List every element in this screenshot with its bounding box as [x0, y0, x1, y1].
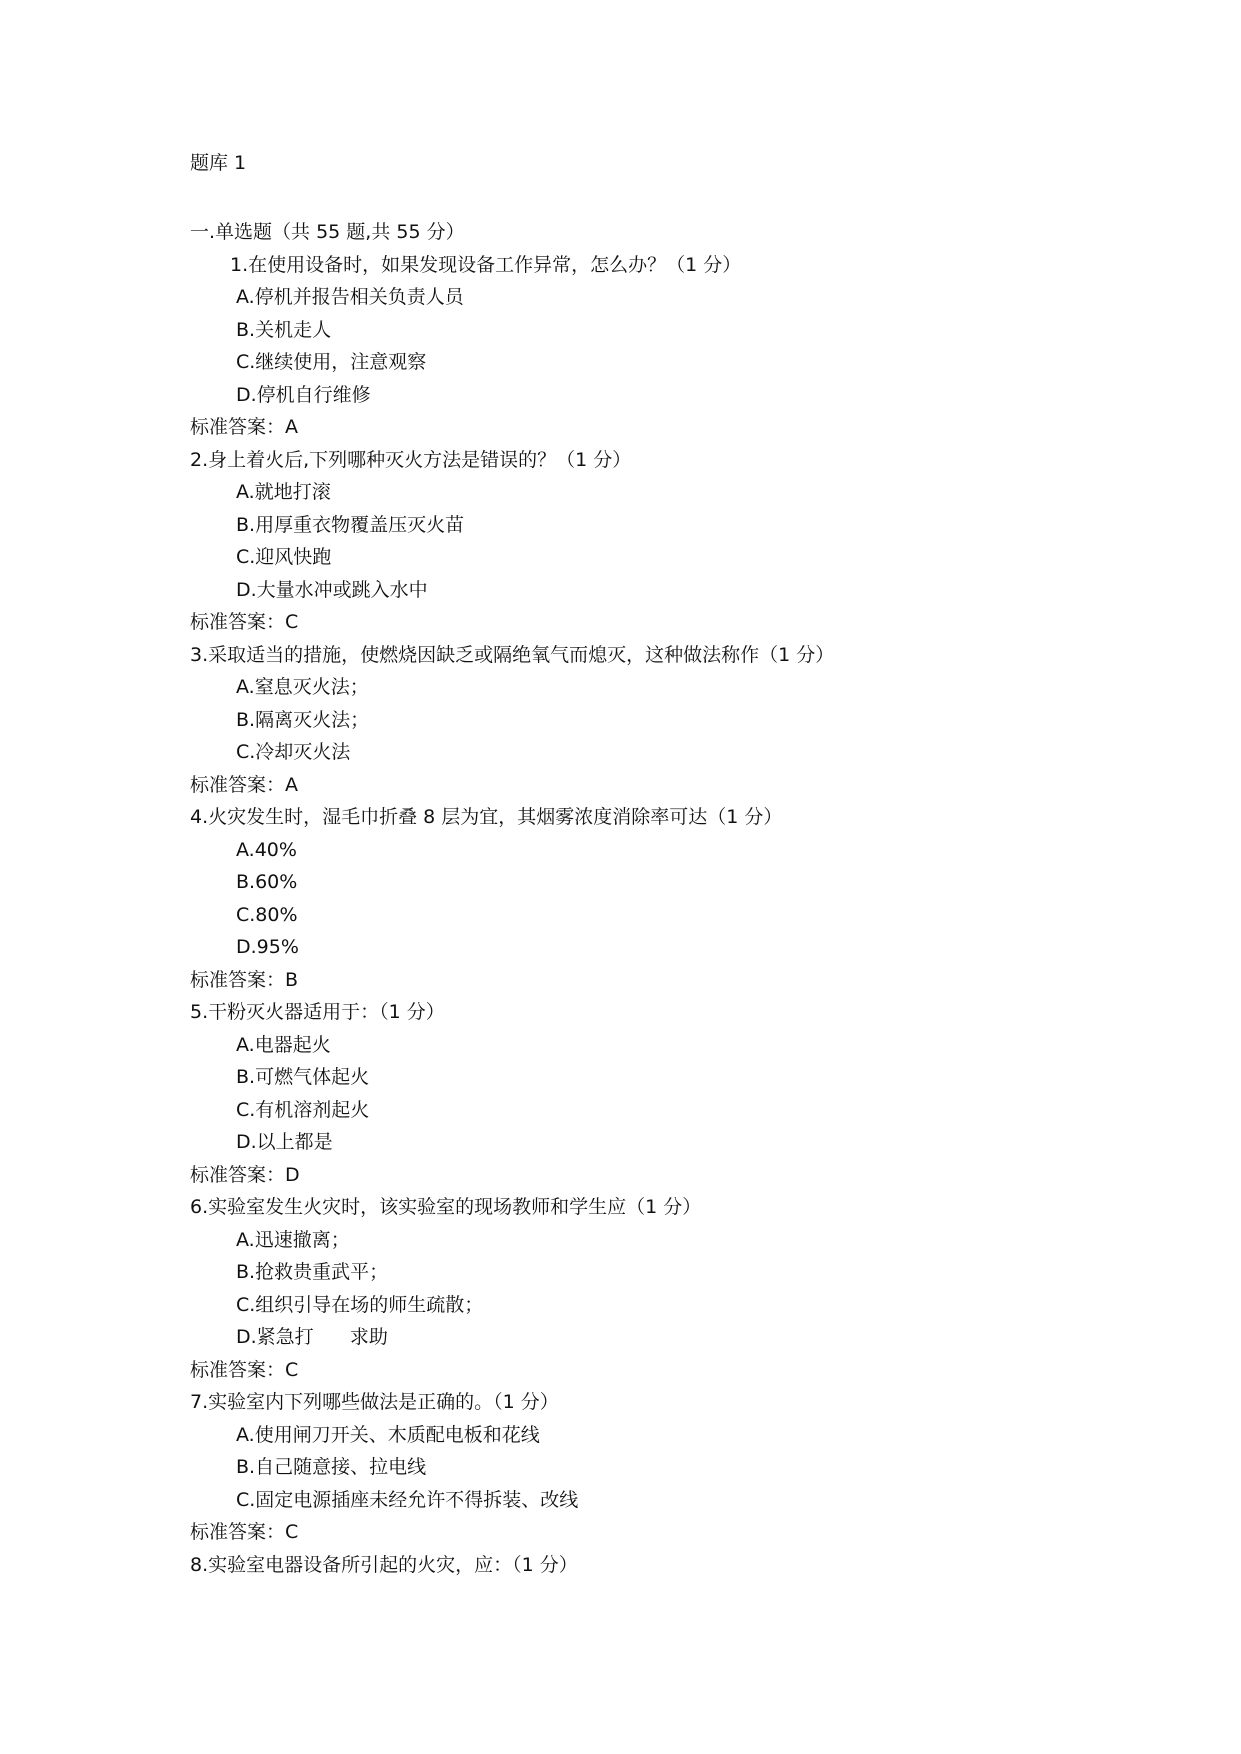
option: D.95%	[236, 936, 299, 958]
question-text: 1.在使用设备时，如果发现设备工作异常，怎么办？（1 分）	[230, 253, 742, 276]
option: A.电器起火	[236, 1033, 331, 1056]
answer-label: 标准答案：A	[190, 773, 298, 796]
option: C.继续使用，注意观察	[236, 351, 427, 373]
option: A.停机并报告相关负责人员	[236, 286, 464, 308]
option: A.迅速撤离；	[236, 1228, 350, 1251]
question-text: 6.实验室发生火灾时，该实验室的现场教师和学生应（1 分）	[190, 1196, 702, 1218]
option: A.40%	[236, 838, 297, 861]
option: C.有机溶剂起火	[236, 1098, 370, 1121]
option: B.60%	[236, 871, 298, 893]
option: A.就地打滚	[236, 481, 331, 503]
question-text: 3.采取适当的措施，使燃烧因缺乏或隔绝氧气而熄灭，这种做法称作（1 分）	[190, 643, 835, 666]
answer-label: 标准答案：A	[190, 416, 298, 438]
section-heading: 一.单选题（共 55 题,共 55 分）	[190, 221, 465, 243]
answer-label: 标准答案：B	[190, 968, 299, 991]
answer-label: 标准答案：C	[190, 611, 299, 633]
option: C.组织引导在场的师生疏散；	[236, 1293, 484, 1316]
option: A.使用闸刀开关、木质配电板和花线	[236, 1423, 540, 1446]
option: B.隔离灭火法；	[236, 708, 370, 731]
option: B.用厚重衣物覆盖压灭火苗	[236, 513, 465, 536]
option: C.固定电源插座未经允许不得拆装、改线	[236, 1488, 579, 1511]
answer-label: 标准答案：C	[190, 1358, 299, 1381]
option: B.抢救贵重武平；	[236, 1261, 389, 1283]
answer-label: 标准答案：C	[190, 1521, 299, 1543]
option: C.冷却灭火法	[236, 741, 351, 763]
option: B.关机走人	[236, 318, 332, 341]
option: D.紧急打 求助	[236, 1326, 388, 1348]
question-text: 5.干粉灭火器适用于：（1 分）	[190, 1001, 445, 1023]
question-text: 4.火灾发生时，湿毛巾折叠 8 层为宜，其烟雾浓度消除率可达（1 分）	[190, 806, 783, 828]
question-text: 2.身上着火后,下列哪种灭火方法是错误的？（1 分）	[190, 448, 632, 471]
option: A.窒息灭火法；	[236, 676, 369, 698]
document-title: 题库 1	[190, 152, 247, 174]
question-list	[190, 216, 1190, 1581]
option: D.大量水冲或跳入水中	[236, 578, 428, 601]
option: B.可燃气体起火	[236, 1066, 370, 1088]
option: D.以上都是	[236, 1131, 333, 1153]
answer-label: 标准答案：D	[190, 1163, 300, 1186]
option: B.自己随意接、拉电线	[236, 1456, 427, 1478]
option: C.迎风快跑	[236, 546, 332, 568]
option: C.80%	[236, 903, 298, 926]
option: D.停机自行维修	[236, 383, 371, 406]
question-text: 7.实验室内下列哪些做法是正确的。（1 分）	[190, 1391, 559, 1413]
question-text: 8.实验室电器设备所引起的火灾，应：（1 分）	[190, 1553, 578, 1576]
